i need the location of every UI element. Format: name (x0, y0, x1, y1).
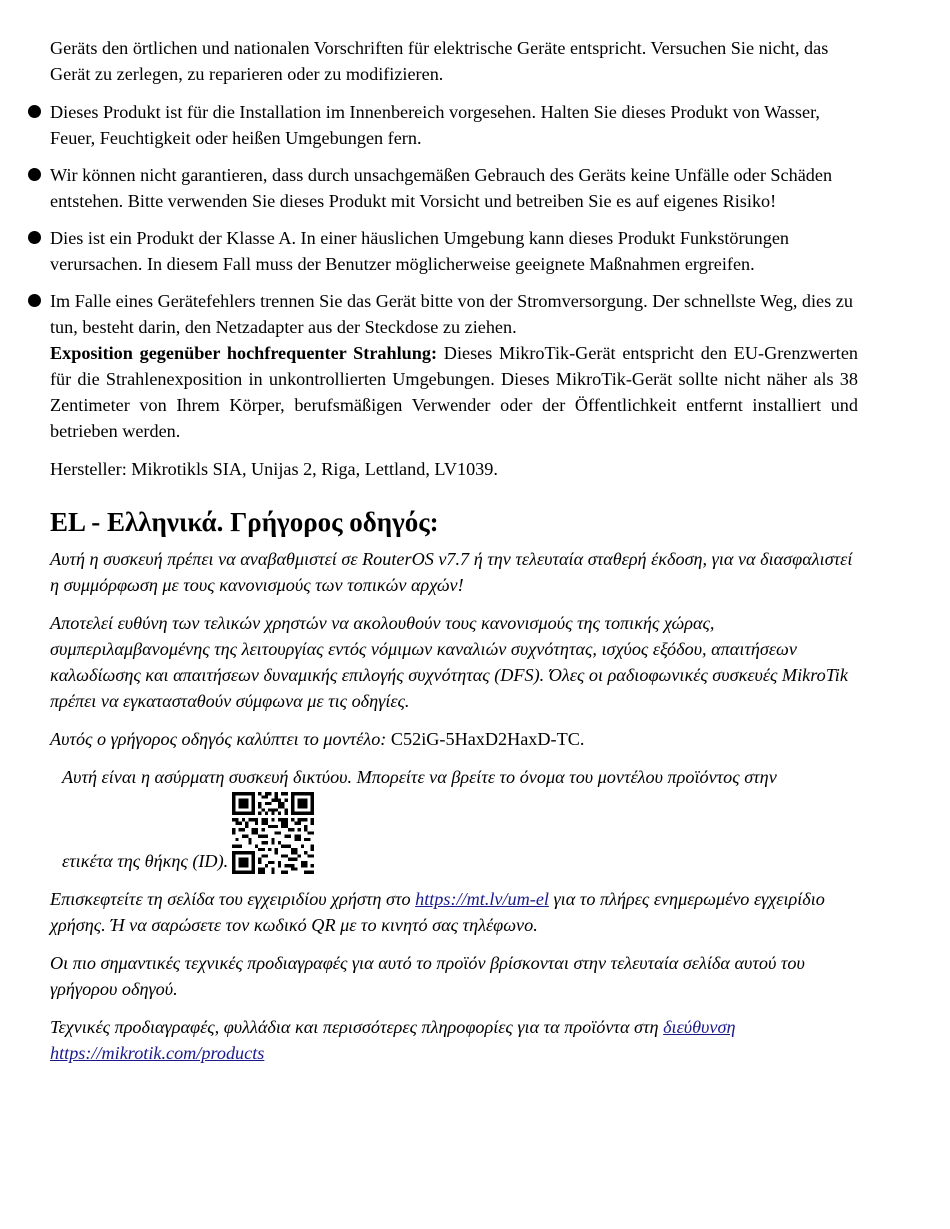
el-manual-notice (50, 886, 858, 938)
bullet-text: Im Falle eines Gerätefehlers trennen Sie das Gerät bitte von der Stromversorgung. Der schnellste Weg, dies zu tun, besteht darin, den Netzadapter aus der Steckdose zu ziehen. (50, 291, 853, 337)
de-manufacturer: Hersteller: Mikrotikls SIA, Unijas 2, Riga, Lettland, LV1039. (50, 459, 498, 479)
rf-exposure-text: Dieses MikroTik-Gerät entspricht den EU-Grenzwerten für die Strahlenexposition in unkontrollierten Umgebungen. Dieses MikroTik-Gerät sollte nicht näher als 38 Zentimeter von Ihrem Körper, berufsmäßigen Verwender oder der Öffentlichkeit entfernt installiert und betrieben werden. (50, 343, 858, 441)
de-bullet-class-a (50, 225, 858, 277)
bullet-text: Dieses Produkt ist für die Installation im Innenbereich vorgesehen. Halten Sie dieses Produkt von Wasser, Feuer, Feuchtigkeit oder heißen Umgebungen fern. (50, 102, 820, 148)
document-page (50, 35, 858, 1078)
model-name: C52iG-5HaxD2HaxD-TC. (386, 729, 585, 749)
de-intro-continued: Geräts den örtlichen und nationalen Vorschriften für elektrische Geräte entspricht. Versuchen Sie nicht, das Gerät zu zerlegen, zu reparieren oder zu modifizieren. (50, 38, 829, 84)
wireless-line-2 (62, 792, 858, 874)
el-products-notice (50, 1014, 858, 1066)
el-model-line (50, 726, 858, 752)
de-bullet-warranty (50, 162, 858, 214)
bullet-dot-icon (28, 231, 41, 244)
de-bullet-failure (50, 288, 858, 340)
bullet-dot-icon (28, 294, 41, 307)
user-manual-link[interactable]: https://mt.lv/um-el (415, 889, 549, 909)
bullet-dot-icon (28, 105, 41, 118)
wireless-line-1: Αυτή είναι η ασύρματη συσκευή δικτύου. Μπορείτε να βρείτε το όνομα του μοντέλου προϊόντος στην (62, 767, 777, 787)
de-bullet-indoor (50, 99, 858, 151)
el-responsibility-notice: Αποτελεί ευθύνη των τελικών χρηστών να ακολουθούν τους κανονισμούς της τοπικής χώρας, συμπεριλαμβανομένης της λειτουργίας εντός νόμιμων καναλιών συχνότητας, ισχύος εξόδου, απαιτήσεων καλωδίωσης και απαιτήσεων δυναμικής επιλογής συχνότητας (DFS). Όλες οι ραδιοφωνικές συσκευές MikroTik πρέπει να εγκατασταθούν σύμφωνα με τις οδηγίες. (50, 613, 848, 711)
products-link-url[interactable]: https://mikrotik.com/products (50, 1043, 265, 1063)
el-upgrade-notice: Αυτή η συσκευή πρέπει να αναβαθμιστεί σε RouterOS v7.7 ή την τελευταία σταθερή έκδοση, για να διασφαλιστεί η συμμόρφωση με τους κανονισμούς των τοπικών αρχών! (50, 549, 853, 595)
bullet-text: Wir können nicht garantieren, dass durch unsachgemäßen Gebrauch des Geräts keine Unfälle oder Schäden entstehen. Bitte verwenden Sie dieses Produkt mit Vorsicht und betreiben Sie es auf eigenes Risiko! (50, 165, 833, 211)
de-rf-exposure (50, 340, 858, 444)
wireless-line-2-text: ετικέτα της θήκης (ID). (62, 851, 229, 871)
bullet-text: Dies ist ein Produkt der Klasse A. In einer häuslichen Umgebung kann dieses Produkt Funkstörungen verursachen. In diesem Fall muss der Benutzer möglicherweise geeignete Maßnahmen ergreifen. (50, 228, 790, 274)
manual-text-pre: Επισκεφτείτε τη σελίδα του εγχειριδίου χρήστη στο (50, 889, 416, 909)
bullet-dot-icon (28, 168, 41, 181)
el-wireless-notice (50, 764, 858, 874)
rf-exposure-label: Exposition gegenüber hochfrequenter Strahlung: (50, 343, 438, 363)
manual-text-post: για το πλήρες ενημερωμένο εγχειρίδιο χρήσης. Ή να σαρώσετε τον κωδικό QR με το κινητό σας τηλέφωνο. (50, 889, 825, 935)
qr-code-icon (232, 792, 314, 874)
el-section-heading: EL - Ελληνικά. Γρήγορος οδηγός: (50, 507, 439, 537)
products-link-word[interactable]: διεύθυνση (663, 1017, 736, 1037)
products-text-pre: Τεχνικές προδιαγραφές, φυλλάδια και περισσότερες πληροφορίες για τα προϊόντα στη (50, 1017, 664, 1037)
model-label: Αυτός ο γρήγορος οδηγός καλύπτει το μοντέλο: (50, 729, 387, 749)
el-specs-notice: Οι πιο σημαντικές τεχνικές προδιαγραφές για αυτό το προϊόν βρίσκονται στην τελευταία σελίδα αυτού του γρήγορου οδηγού. (50, 953, 805, 999)
